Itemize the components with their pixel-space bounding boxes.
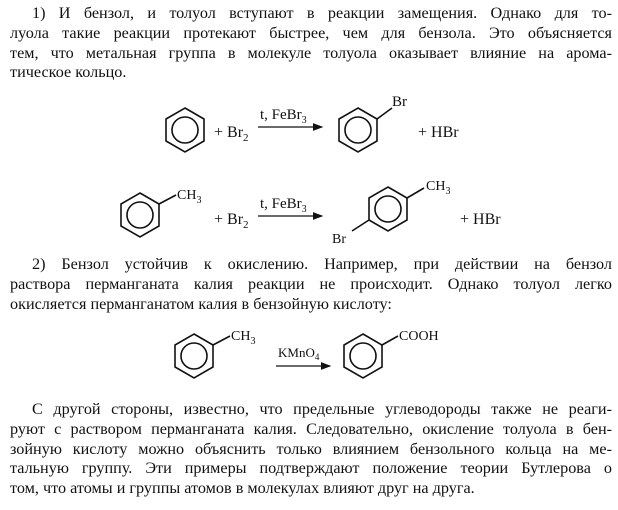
- toluene-ring-reactant: [121, 193, 176, 237]
- r2-product-br: Br: [332, 232, 346, 247]
- benzene-ring-reactant: [166, 108, 204, 152]
- r3-reactant-ch3: $CH_3$: [231, 329, 256, 347]
- r1-product-br: Br: [392, 94, 407, 110]
- para1-line-3: тем, что метальная группа в молекуле толуола оказывает влияние на арома-: [10, 43, 612, 62]
- para3-line-5: том, что атомы и группы атомов в молекулах влияют друг на друга.: [10, 479, 475, 498]
- bromobenzene-product: [339, 108, 392, 152]
- paragraph-conclusion: [10, 400, 612, 499]
- reaction-3-toluene-oxidation: [175, 329, 439, 378]
- reaction-1-benzene-bromination: [166, 94, 459, 152]
- toluene-ring-oxidation: [175, 334, 230, 378]
- benzoic-acid-product: [344, 334, 398, 378]
- r3-product-cooh: COOH: [399, 329, 439, 344]
- r1-byproduct: + HBr: [418, 124, 459, 141]
- para3-line-4: тальную группу. Эти примеры подтверждают положение теории Бутлерова о: [10, 459, 612, 478]
- r2-byproduct: + HBr: [460, 211, 501, 228]
- reaction-2-toluene-bromination: [121, 179, 501, 247]
- para3-line-1: С другой стороны, известно, что предельные углеводороды также не реаги-: [32, 400, 612, 418]
- para2-line-2: раствора перманганата калия реакции не происходит. Однако толуол легко: [10, 274, 612, 293]
- para2-line-1: 2) Бензол устойчив к окислению. Например, при действии на бензол: [32, 255, 612, 273]
- para2-line-3: окисляется перманганатом калия в бензойную кислоту:: [10, 294, 392, 313]
- r1-condition: t, FeBr$_3$: [260, 107, 307, 126]
- para1-line-1: 1) И бензол, и толуол вступают в реакции замещения. Однако для то-: [32, 4, 612, 22]
- r2-reactant-ch3: $CH_3$: [177, 188, 202, 206]
- r2-condition: t, FeBr$_3$: [260, 196, 307, 215]
- para1-line-2: луола такие реакции протекают быстрее, чем для бензола. Это объясняется: [10, 23, 612, 42]
- para3-line-2: руют с раствором перманганата калия. Следовательно, окисление толуола в бен-: [10, 419, 612, 438]
- r2-reagent: + $Br_2$: [214, 211, 249, 231]
- r1-reagent: + $Br_2$: [214, 124, 249, 144]
- para3-line-3: зойную кислоту можно объяснить только влиянием бензольного кольца на ме-: [10, 439, 612, 458]
- bromotoluene-product: [352, 187, 424, 231]
- paragraph-oxidation: [10, 255, 612, 314]
- r3-condition: KMnO$_4$: [278, 345, 320, 362]
- r2-product-ch3: $CH_3$: [426, 179, 451, 197]
- para1-line-4: тическое кольцо.: [10, 63, 127, 82]
